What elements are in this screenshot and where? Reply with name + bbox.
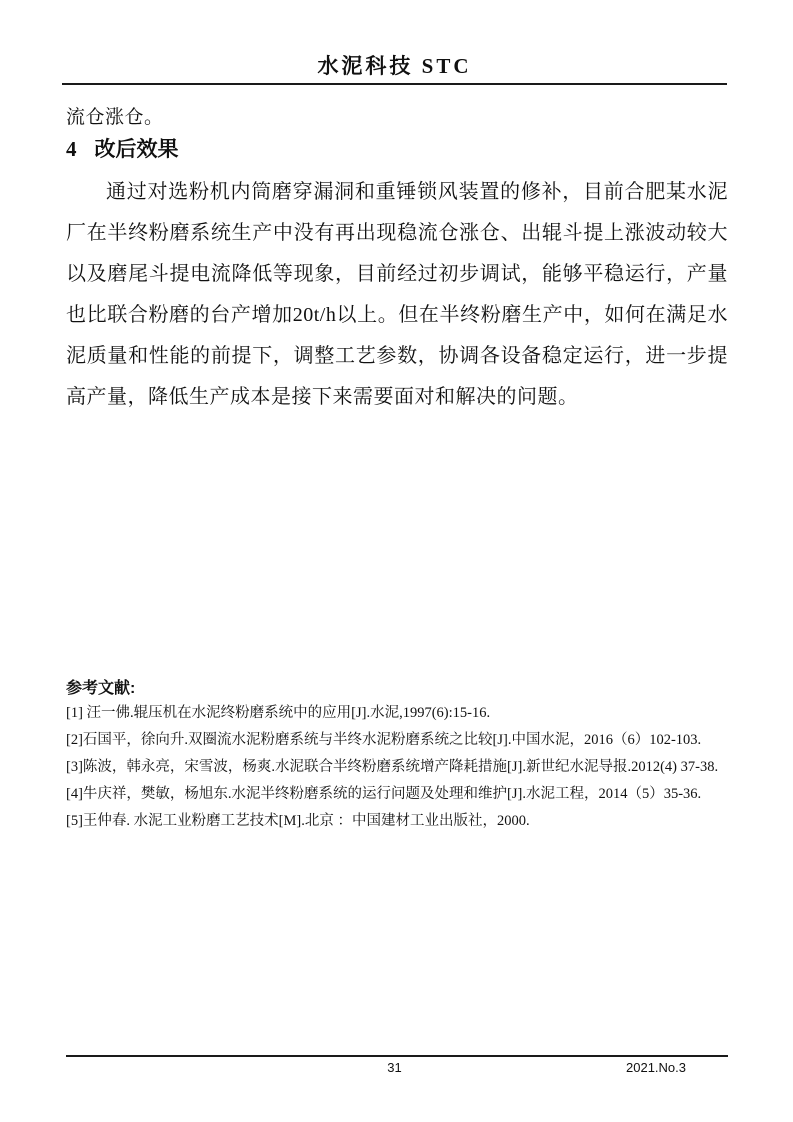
references-list <box>66 700 738 835</box>
header-rule <box>62 83 727 85</box>
footer-rule <box>66 1055 728 1057</box>
section-title: 改后效果 <box>94 138 179 161</box>
carryover-paragraph-text: 流仓涨仓。 <box>66 107 164 128</box>
reference-item: [3]陈波，韩永亮，宋雪波，杨爽.水泥联合半终粉磨系统增产降耗措施[J].新世纪水泥导报.2012(4) 37-38. <box>66 759 719 775</box>
section-heading <box>66 133 179 163</box>
footer-page-number: 31 <box>387 1060 402 1075</box>
journal-header-title: 水泥科技 STC <box>317 54 472 78</box>
reference-item: [4]牛庆祥，樊敏，杨旭东.水泥半终粉磨系统的运行问题及处理和维护[J].水泥工程，2014（5）35-36. <box>66 786 702 802</box>
reference-item: [1] 汪一佛.辊压机在水泥终粉磨系统中的应用[J].水泥,1997(6):15-16. <box>66 705 491 721</box>
reference-item: [5]王仲春. 水泥工业粉磨工艺技术[M].北京 ：中国建材工业出版社，2000. <box>66 813 530 829</box>
references-heading: 参考文献: <box>66 680 136 697</box>
body-paragraph: 通过对选粉机内筒磨穿漏洞和重锤锁风装置的修补，目前合肥某水泥厂在半终粉磨系统生产中没有再出现稳流仓涨仓、出辊斗提上涨波动较大以及磨尾斗提电流降低等现象，目前经过初步调试，能够平稳运行，产量也比联合粉磨的台产增加20t/h以上。但在半终粉磨生产中，如何在满足水泥质量和性能的前提下，调整工艺参数，协调各设备稳定运行，进一步提高产量，降低生产成本是接下来需要面对和解决的问题。 <box>66 181 728 408</box>
footer-issue-label: 2021.No.3 <box>626 1060 686 1075</box>
section-number: 4 <box>66 137 77 161</box>
reference-item: [2]石国平，徐向升.双圈流水泥粉磨系统与半终水泥粉磨系统之比较[J].中国水泥，2016（6）102-103. <box>66 732 702 748</box>
